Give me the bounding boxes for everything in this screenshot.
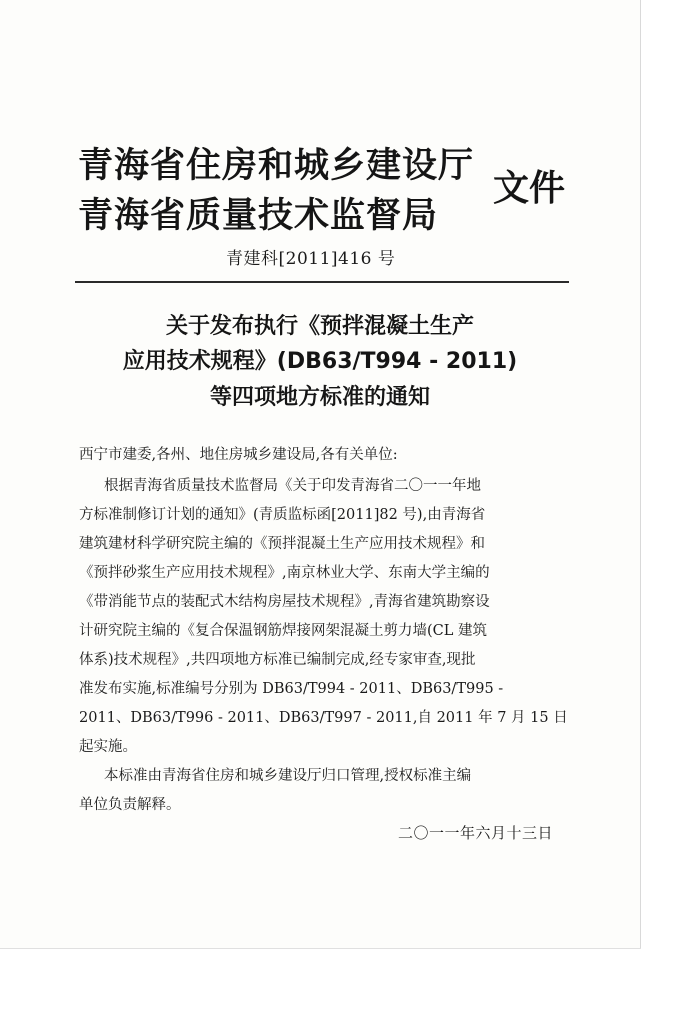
paragraph-2-line: 本标准由青海省住房和城乡建设厅归口管理,授权标准主编 [104, 768, 472, 784]
header-divider [75, 281, 569, 283]
paragraph-1-line: 起实施。 [79, 739, 137, 755]
paragraph-1-line: 《带消能节点的装配式木结构房屋技术规程》,青海省建筑勘察设 [79, 594, 490, 610]
paragraph-1-line: 建筑建材科学研究院主编的《预拌混凝土生产应用技术规程》和 [79, 536, 485, 552]
issuing-org-housing: 青海省住房和城乡建设厅 [78, 146, 475, 186]
paragraph-1-line: 根据青海省质量技术监督局《关于印发青海省二〇一一年地 [104, 478, 481, 494]
document-number: 青建科[2011]416 号 [226, 249, 396, 269]
paragraph-1-line: 体系)技术规程》,共四项地方标准已编制完成,经专家审查,现批 [79, 652, 476, 668]
notice-title-line-1: 关于发布执行《预拌混凝土生产 [165, 314, 474, 339]
scan-edge-bottom [0, 948, 641, 949]
paragraph-1-line: 《预拌砂浆生产应用技术规程》,南京林业大学、东南大学主编的 [79, 565, 490, 581]
paragraph-1-line: 2011、DB63/T996 - 2011、DB63/T997 - 2011,自 2011 年 7 月 15 日 [79, 710, 568, 726]
issuing-org-quality: 青海省质量技术监督局 [78, 196, 439, 236]
paragraph-1-line: 方标准制修订计划的通知》(青质监标函[2011]82 号),由青海省 [79, 507, 486, 523]
paragraph-1-line: 计研究院主编的《复合保温钢筋焊接网架混凝土剪力墙(CL 建筑 [79, 623, 487, 639]
paragraph-1-line: 准发布实施,标准编号分别为 DB63/T994 - 2011、DB63/T995 - [79, 681, 504, 697]
paragraph-2-line: 单位负责解释。 [79, 797, 181, 813]
document-type-label: 文件 [493, 168, 566, 209]
signature-date: 二〇一一年六月十三日 [398, 824, 554, 842]
scan-edge-right [640, 0, 641, 948]
notice-title-line-2: 应用技术规程》(DB63/T994 - 2011) [122, 349, 518, 374]
notice-title-line-3: 等四项地方标准的通知 [209, 385, 430, 410]
addressee-line: 西宁市建委,各州、地住房城乡建设局,各有关单位: [79, 447, 398, 463]
